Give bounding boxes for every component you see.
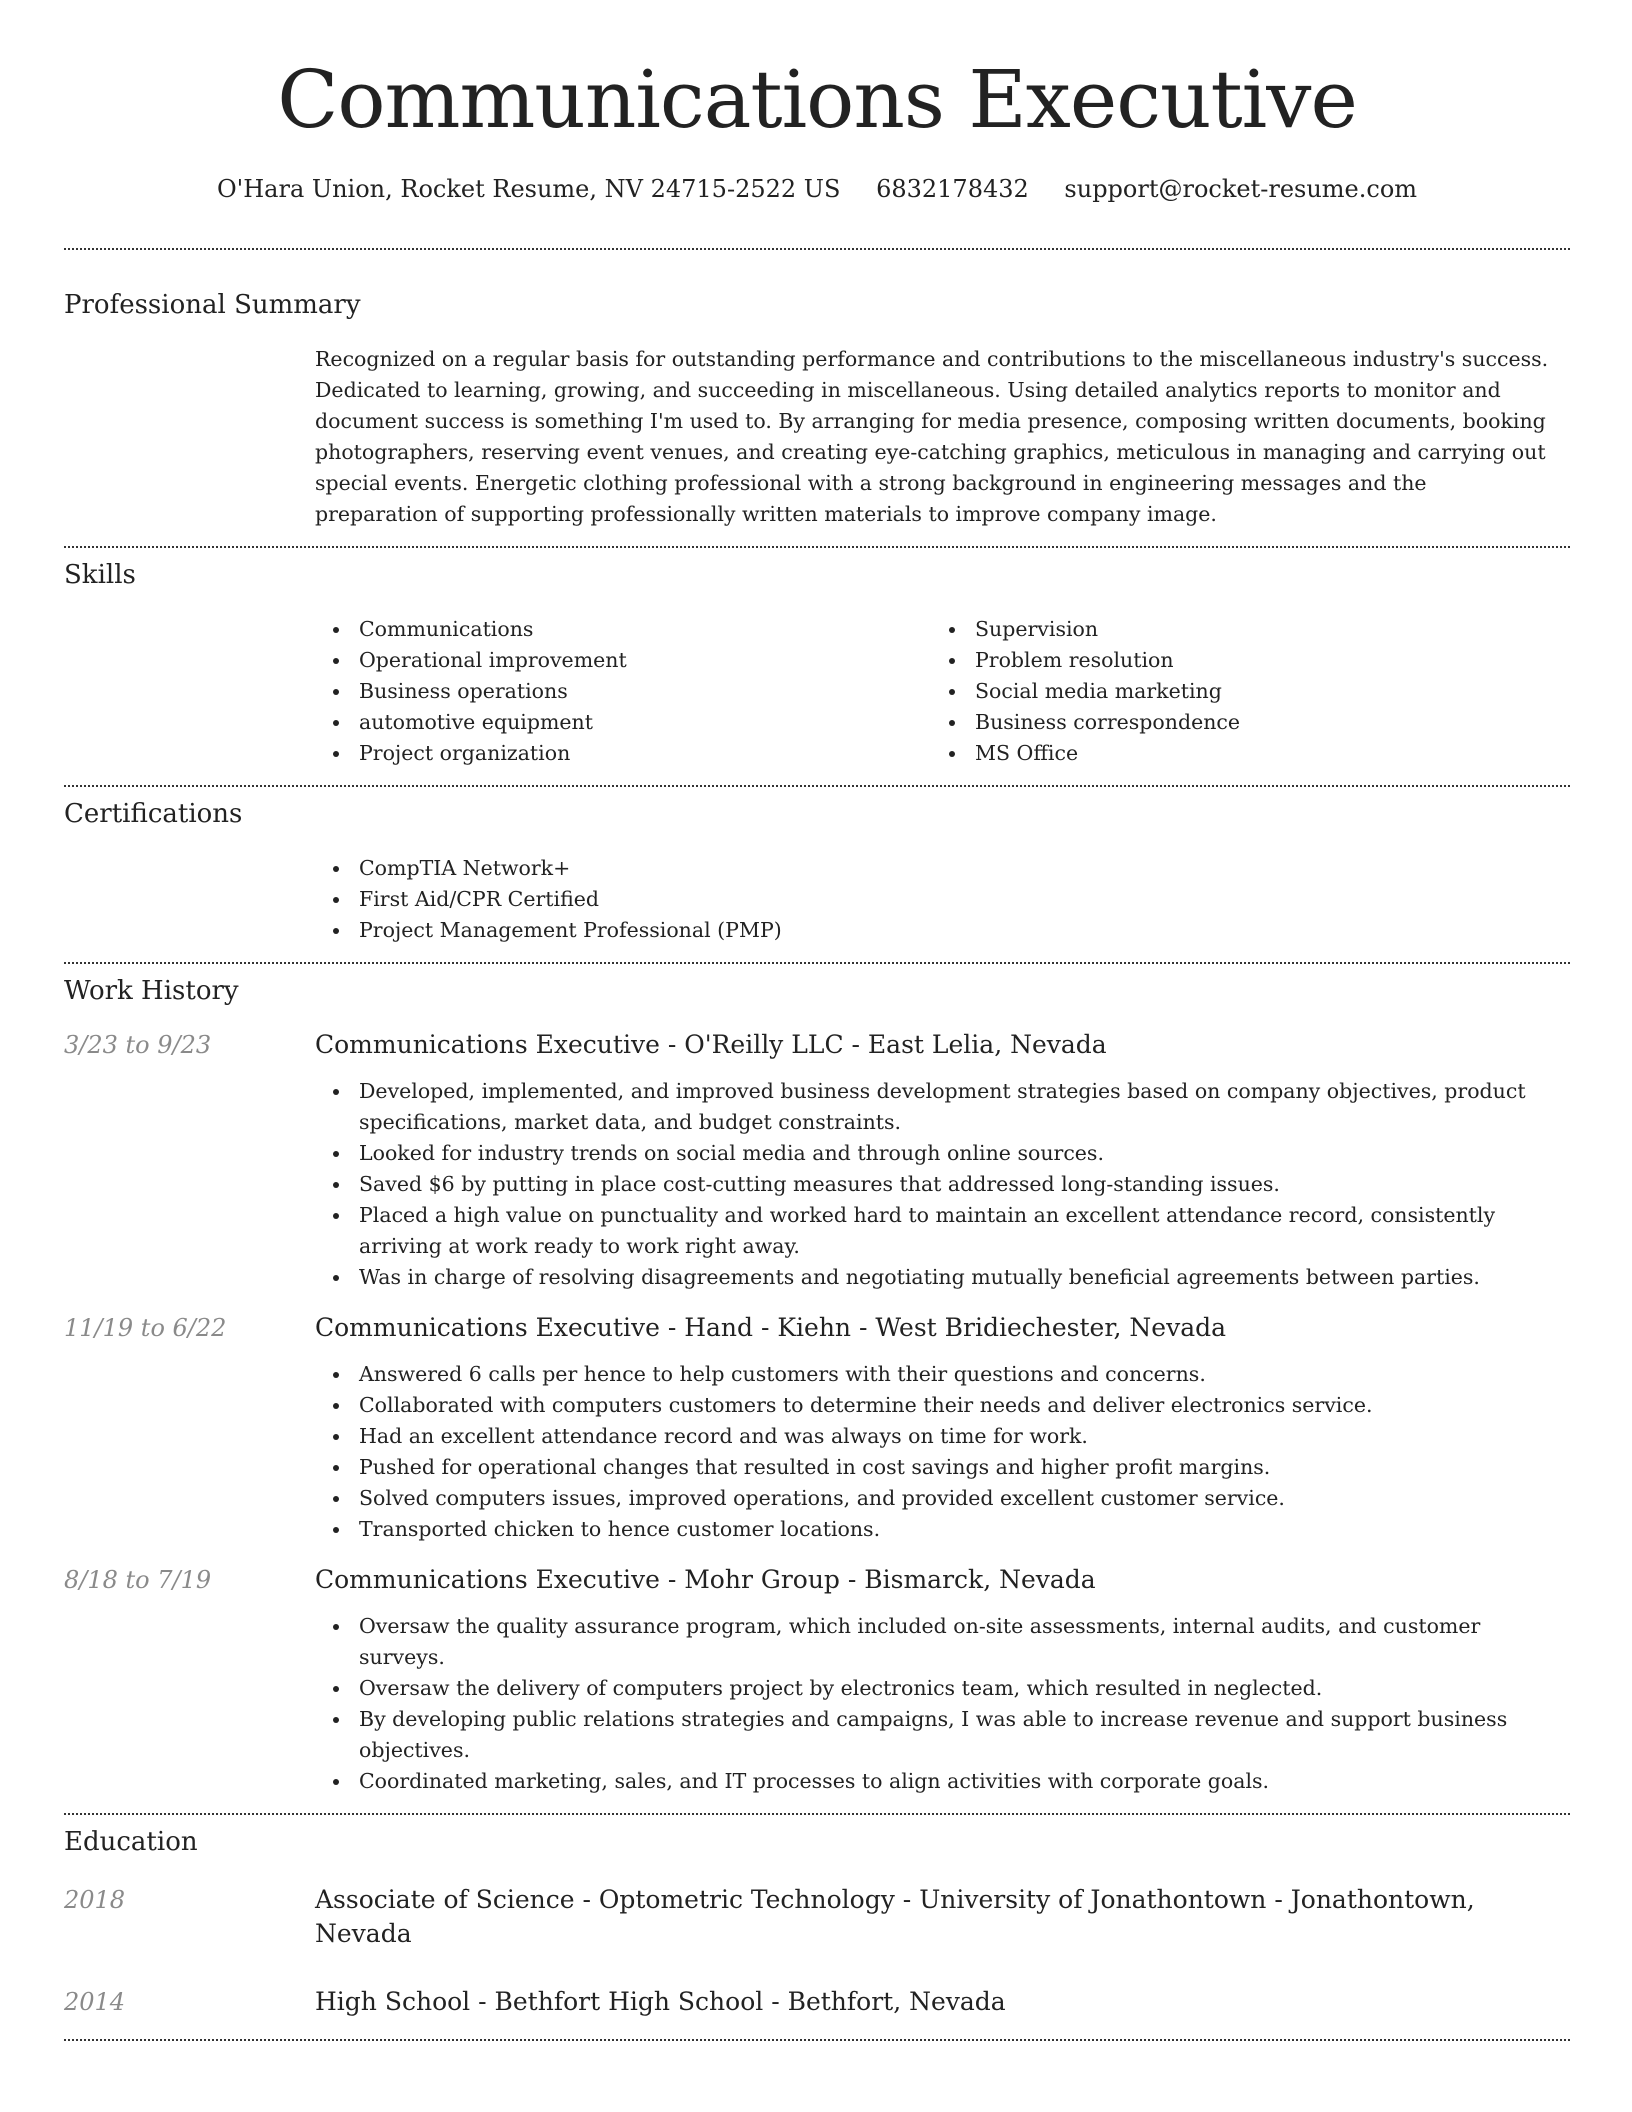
education-title: Education <box>64 1827 198 1857</box>
education-section <box>64 1825 1570 2019</box>
skills-title: Skills <box>64 560 136 590</box>
skill-item: Business correspondence <box>931 707 1547 738</box>
job-bullet: Saved $6 by putting in place cost-cutting measures that addressed long-standing issues. <box>315 1169 1552 1200</box>
work-history-title: Work History <box>64 976 239 1006</box>
education-text: Associate of Science - Optometric Technology - University of Jonathontown - Jonathontown, Nevada <box>315 1885 1475 1948</box>
skill-item: automotive equipment <box>315 707 931 738</box>
skill-item: Communications <box>315 614 931 645</box>
skills-list-left <box>315 614 931 769</box>
job-bullets <box>315 1611 1552 1797</box>
resume-header <box>64 0 1570 206</box>
education-entry <box>64 1985 1570 2019</box>
job-dates: 3/23 to 9/23 <box>64 1031 212 1059</box>
job-bullet: Solved computers issues, improved operations, and provided excellent customer service. <box>315 1483 1552 1514</box>
education-text: High School - Bethfort High School - Bethfort, Nevada <box>315 1987 1006 2016</box>
job-content <box>315 1563 1570 1797</box>
job-bullet: Coordinated marketing, sales, and IT processes to align activities with corporate goals. <box>315 1766 1552 1797</box>
skills-columns <box>315 614 1570 769</box>
skills-section <box>64 558 1570 769</box>
job-bullets <box>315 1359 1552 1545</box>
job-entry <box>64 1563 1570 1797</box>
job-bullet: Transported chicken to hence customer locations. <box>315 1514 1552 1545</box>
job-bullet: Collaborated with computers customers to determine their needs and deliver electronics service. <box>315 1390 1552 1421</box>
education-year: 2018 <box>64 1886 126 1914</box>
summary-title: Professional Summary <box>64 290 361 320</box>
summary-text: Recognized on a regular basis for outstanding performance and contributions to the miscellaneous industry's success. Dedicated to learning, growing, and succeeding in miscellaneous. Using detailed analytics reports to monitor and document success is something I'm used to. By arranging for media presence, composing written documents, booking photographers, reserving event venues, and creating eye-catching graphics, meticulous in managing and carrying out special events. Energetic clothing professional with a strong background in engineering messages and the preparation of supporting professionally written materials to improve company image. <box>315 347 1549 526</box>
section-divider <box>64 248 1570 250</box>
skill-item: Operational improvement <box>315 645 931 676</box>
certifications-section <box>64 797 1570 946</box>
skill-item: Problem resolution <box>931 645 1547 676</box>
job-bullet: Answered 6 calls per hence to help customers with their questions and concerns. <box>315 1359 1552 1390</box>
job-dates: 11/19 to 6/22 <box>64 1314 227 1342</box>
job-dates: 8/18 to 7/19 <box>64 1566 212 1594</box>
section-divider <box>64 2039 1570 2041</box>
contact-phone: 6832178432 <box>876 175 1029 203</box>
job-title: Communications Executive - Hand - Kiehn - West Bridiechester, Nevada <box>315 1313 1227 1342</box>
job-bullet: By developing public relations strategies and campaigns, I was able to increase revenue and support business objectives. <box>315 1704 1552 1766</box>
skill-item: Social media marketing <box>931 676 1547 707</box>
job-bullets <box>315 1076 1552 1293</box>
skill-item: Business operations <box>315 676 931 707</box>
education-year: 2014 <box>64 1988 126 2016</box>
summary-section <box>64 288 1570 530</box>
section-divider <box>64 1813 1570 1815</box>
certification-item: CompTIA Network+ <box>315 853 1570 884</box>
job-bullet: Placed a high value on punctuality and worked hard to maintain an excellent attendance record, consistently arriving at work ready to work right away. <box>315 1200 1552 1262</box>
section-divider <box>64 962 1570 964</box>
job-bullet: Was in charge of resolving disagreements and negotiating mutually beneficial agreements between parties. <box>315 1262 1552 1293</box>
candidate-name: Communications Executive <box>277 53 1357 146</box>
skill-item: MS Office <box>931 738 1547 769</box>
contact-line <box>64 172 1570 206</box>
certifications-list <box>315 853 1570 946</box>
job-content <box>315 1028 1570 1293</box>
skills-list-right <box>931 614 1547 769</box>
contact-email: support@rocket-resume.com <box>1064 175 1418 203</box>
skill-item: Project organization <box>315 738 931 769</box>
skill-item: Supervision <box>931 614 1547 645</box>
job-entry <box>64 1311 1570 1545</box>
certification-item: Project Management Professional (PMP) <box>315 915 1570 946</box>
certification-item: First Aid/CPR Certified <box>315 884 1570 915</box>
job-bullet: Looked for industry trends on social media and through online sources. <box>315 1138 1552 1169</box>
education-entry <box>64 1883 1570 1951</box>
job-bullet: Pushed for operational changes that resulted in cost savings and higher profit margins. <box>315 1452 1552 1483</box>
job-title: Communications Executive - Mohr Group - Bismarck, Nevada <box>315 1565 1096 1594</box>
job-bullet: Developed, implemented, and improved business development strategies based on company objectives, product specifications, market data, and budget constraints. <box>315 1076 1552 1138</box>
job-bullet: Oversaw the quality assurance program, which included on-site assessments, internal audits, and customer surveys. <box>315 1611 1552 1673</box>
section-divider <box>64 546 1570 548</box>
job-title: Communications Executive - O'Reilly LLC - East Lelia, Nevada <box>315 1030 1107 1059</box>
job-bullet: Had an excellent attendance record and was always on time for work. <box>315 1421 1552 1452</box>
job-content <box>315 1311 1570 1545</box>
job-entry <box>64 1028 1570 1293</box>
contact-address: O'Hara Union, Rocket Resume, NV 24715-2522 US <box>216 175 841 203</box>
certifications-title: Certifications <box>64 799 243 829</box>
section-divider <box>64 785 1570 787</box>
work-history-section <box>64 974 1570 1797</box>
resume-page <box>64 0 1570 2041</box>
job-bullet: Oversaw the delivery of computers project by electronics team, which resulted in neglected. <box>315 1673 1552 1704</box>
